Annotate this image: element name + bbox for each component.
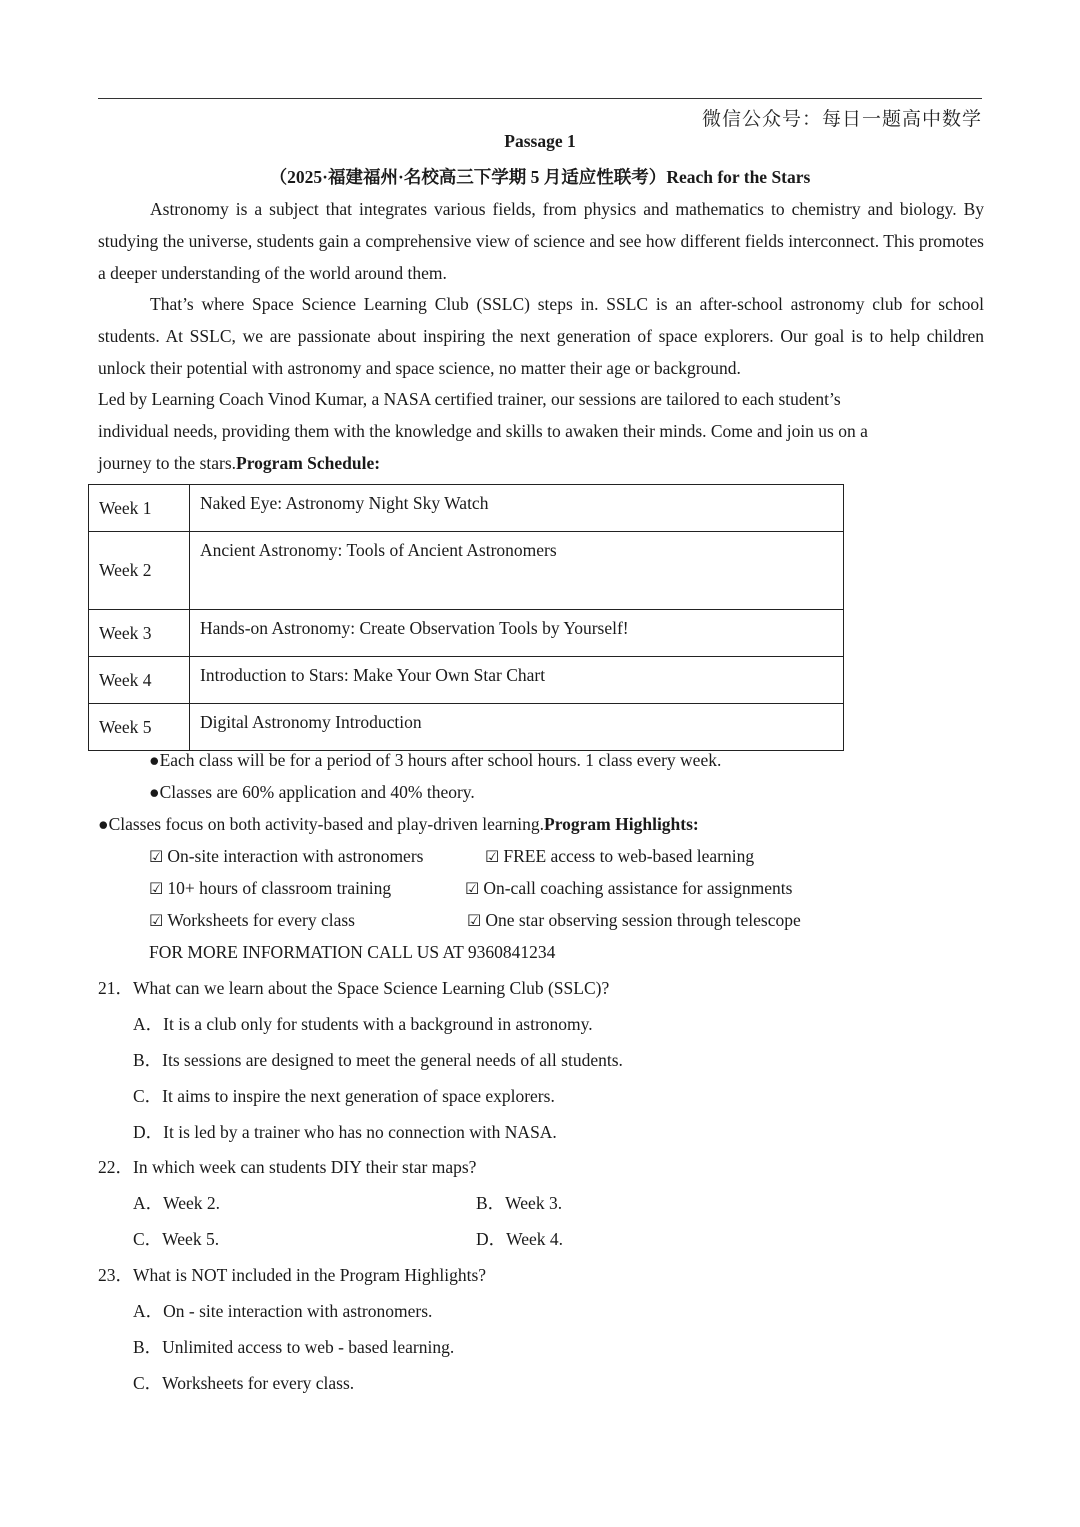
schedule-week: Week 4	[89, 657, 190, 704]
highlight-item	[149, 910, 355, 931]
highlight-item	[485, 846, 754, 867]
paragraph-1: Astronomy is a subject that integrates various fields, from physics and mathematics to chemistry and biology. By studying the universe, students gain a comprehensive view of science and see how different fields interconnect. This promotes a deeper understanding of the world around them.	[98, 199, 984, 283]
passage-source: （2025·福建福州·名校高三下学期 5 月适应性联考）	[269, 167, 667, 187]
highlights-heading: Program Highlights:	[544, 814, 699, 834]
question-22-option-c[interactable]: C．Week 5.	[133, 1229, 220, 1249]
header-rule	[98, 98, 982, 99]
question-21-option-c[interactable]: C．It aims to inspire the next generation of space explorers.	[133, 1086, 555, 1106]
table-row	[89, 657, 844, 704]
schedule-week: Week 5	[89, 704, 190, 751]
highlight-item	[149, 878, 391, 899]
highlight-label: 10+ hours of classroom training	[167, 878, 392, 898]
checkbox-icon: ☑	[149, 847, 164, 866]
table-row	[89, 610, 844, 657]
bullet-item-with-heading	[98, 814, 699, 835]
schedule-topic: Introduction to Stars: Make Your Own Star Chart	[190, 657, 844, 704]
question-22-option-b[interactable]: B．Week 3.	[476, 1193, 563, 1213]
highlight-item	[465, 878, 792, 899]
highlight-item	[467, 910, 801, 931]
schedule-topic: Digital Astronomy Introduction	[190, 704, 844, 751]
question-21-option-b[interactable]: B．Its sessions are designed to meet the general needs of all students.	[133, 1050, 623, 1070]
passage-title-line	[0, 164, 1080, 189]
schedule-week: Week 1	[89, 485, 190, 532]
question-21-option-a[interactable]: A．It is a club only for students with a background in astronomy.	[133, 1014, 593, 1034]
schedule-topic: Naked Eye: Astronomy Night Sky Watch	[190, 485, 844, 532]
checkbox-icon: ☑	[149, 911, 164, 930]
passage-label: Passage 1	[504, 131, 576, 151]
bullet-item: ●Each class will be for a period of 3 hours after school hours. 1 class every week.	[149, 750, 722, 770]
checkbox-icon: ☑	[467, 911, 482, 930]
paragraph-3-line-2: individual needs, providing them with the knowledge and skills to awaken their minds. Come and join us on a	[98, 421, 868, 441]
contact-line: FOR MORE INFORMATION CALL US AT 9360841234	[149, 942, 556, 962]
question-21-stem: 21．What can we learn about the Space Science Learning Club (SSLC)?	[98, 978, 610, 998]
checkbox-icon: ☑	[465, 879, 480, 898]
schedule-heading: Program Schedule:	[236, 453, 381, 473]
highlight-label: On-site interaction with astronomers	[167, 846, 424, 866]
schedule-topic: Hands-on Astronomy: Create Observation Tools by Yourself!	[190, 610, 844, 657]
question-21-option-d[interactable]: D．It is led by a trainer who has no connection with NASA.	[133, 1122, 557, 1142]
table-row	[89, 532, 844, 610]
question-23-option-a[interactable]: A．On - site interaction with astronomers.	[133, 1301, 433, 1321]
highlight-label: Worksheets for every class	[167, 910, 355, 930]
header-watermark-note: 微信公众号：每日一题高中数学	[701, 108, 982, 130]
question-23-option-b[interactable]: B．Unlimited access to web - based learning.	[133, 1337, 455, 1357]
bullet-item: ●Classes are 60% application and 40% theory.	[149, 782, 475, 802]
highlight-label: One star observing session through telescope	[485, 910, 801, 930]
question-22-stem: 22．In which week can students DIY their star maps?	[98, 1157, 477, 1177]
paragraph-2: That’s where Space Science Learning Club (SSLC) steps in. SSLC is an after-school astronomy club for school students. At SSLC, we are passionate about inspiring the next generation of space explorers. Our goal is to help children unlock their potential with astronomy and space science, no matter their age or background.	[98, 294, 984, 378]
question-22-option-d[interactable]: D．Week 4.	[476, 1229, 564, 1249]
highlight-label: On-call coaching assistance for assignments	[483, 878, 793, 898]
paragraph-3-line-3	[98, 448, 984, 480]
table-row	[89, 704, 844, 751]
table-row	[89, 485, 844, 532]
schedule-week: Week 3	[89, 610, 190, 657]
paragraph-3-text: journey to the stars.	[98, 453, 237, 473]
bullet-item: ●Classes focus on both activity-based and play-driven learning.	[98, 814, 545, 834]
question-23-option-c[interactable]: C．Worksheets for every class.	[133, 1373, 355, 1393]
program-schedule-table	[88, 484, 844, 751]
question-23-stem: 23．What is NOT included in the Program Highlights?	[98, 1265, 487, 1285]
highlight-label: FREE access to web-based learning	[503, 846, 755, 866]
paragraph-3-line-1: Led by Learning Coach Vinod Kumar, a NASA certified trainer, our sessions are tailored to each student’s	[98, 389, 841, 409]
checkbox-icon: ☑	[485, 847, 500, 866]
schedule-topic: Ancient Astronomy: Tools of Ancient Astronomers	[190, 532, 844, 610]
question-22-option-a[interactable]: A．Week 2.	[133, 1193, 221, 1213]
checkbox-icon: ☑	[149, 879, 164, 898]
highlight-item	[149, 846, 423, 867]
schedule-week: Week 2	[89, 532, 190, 610]
passage-title: Reach for the Stars	[666, 167, 811, 187]
